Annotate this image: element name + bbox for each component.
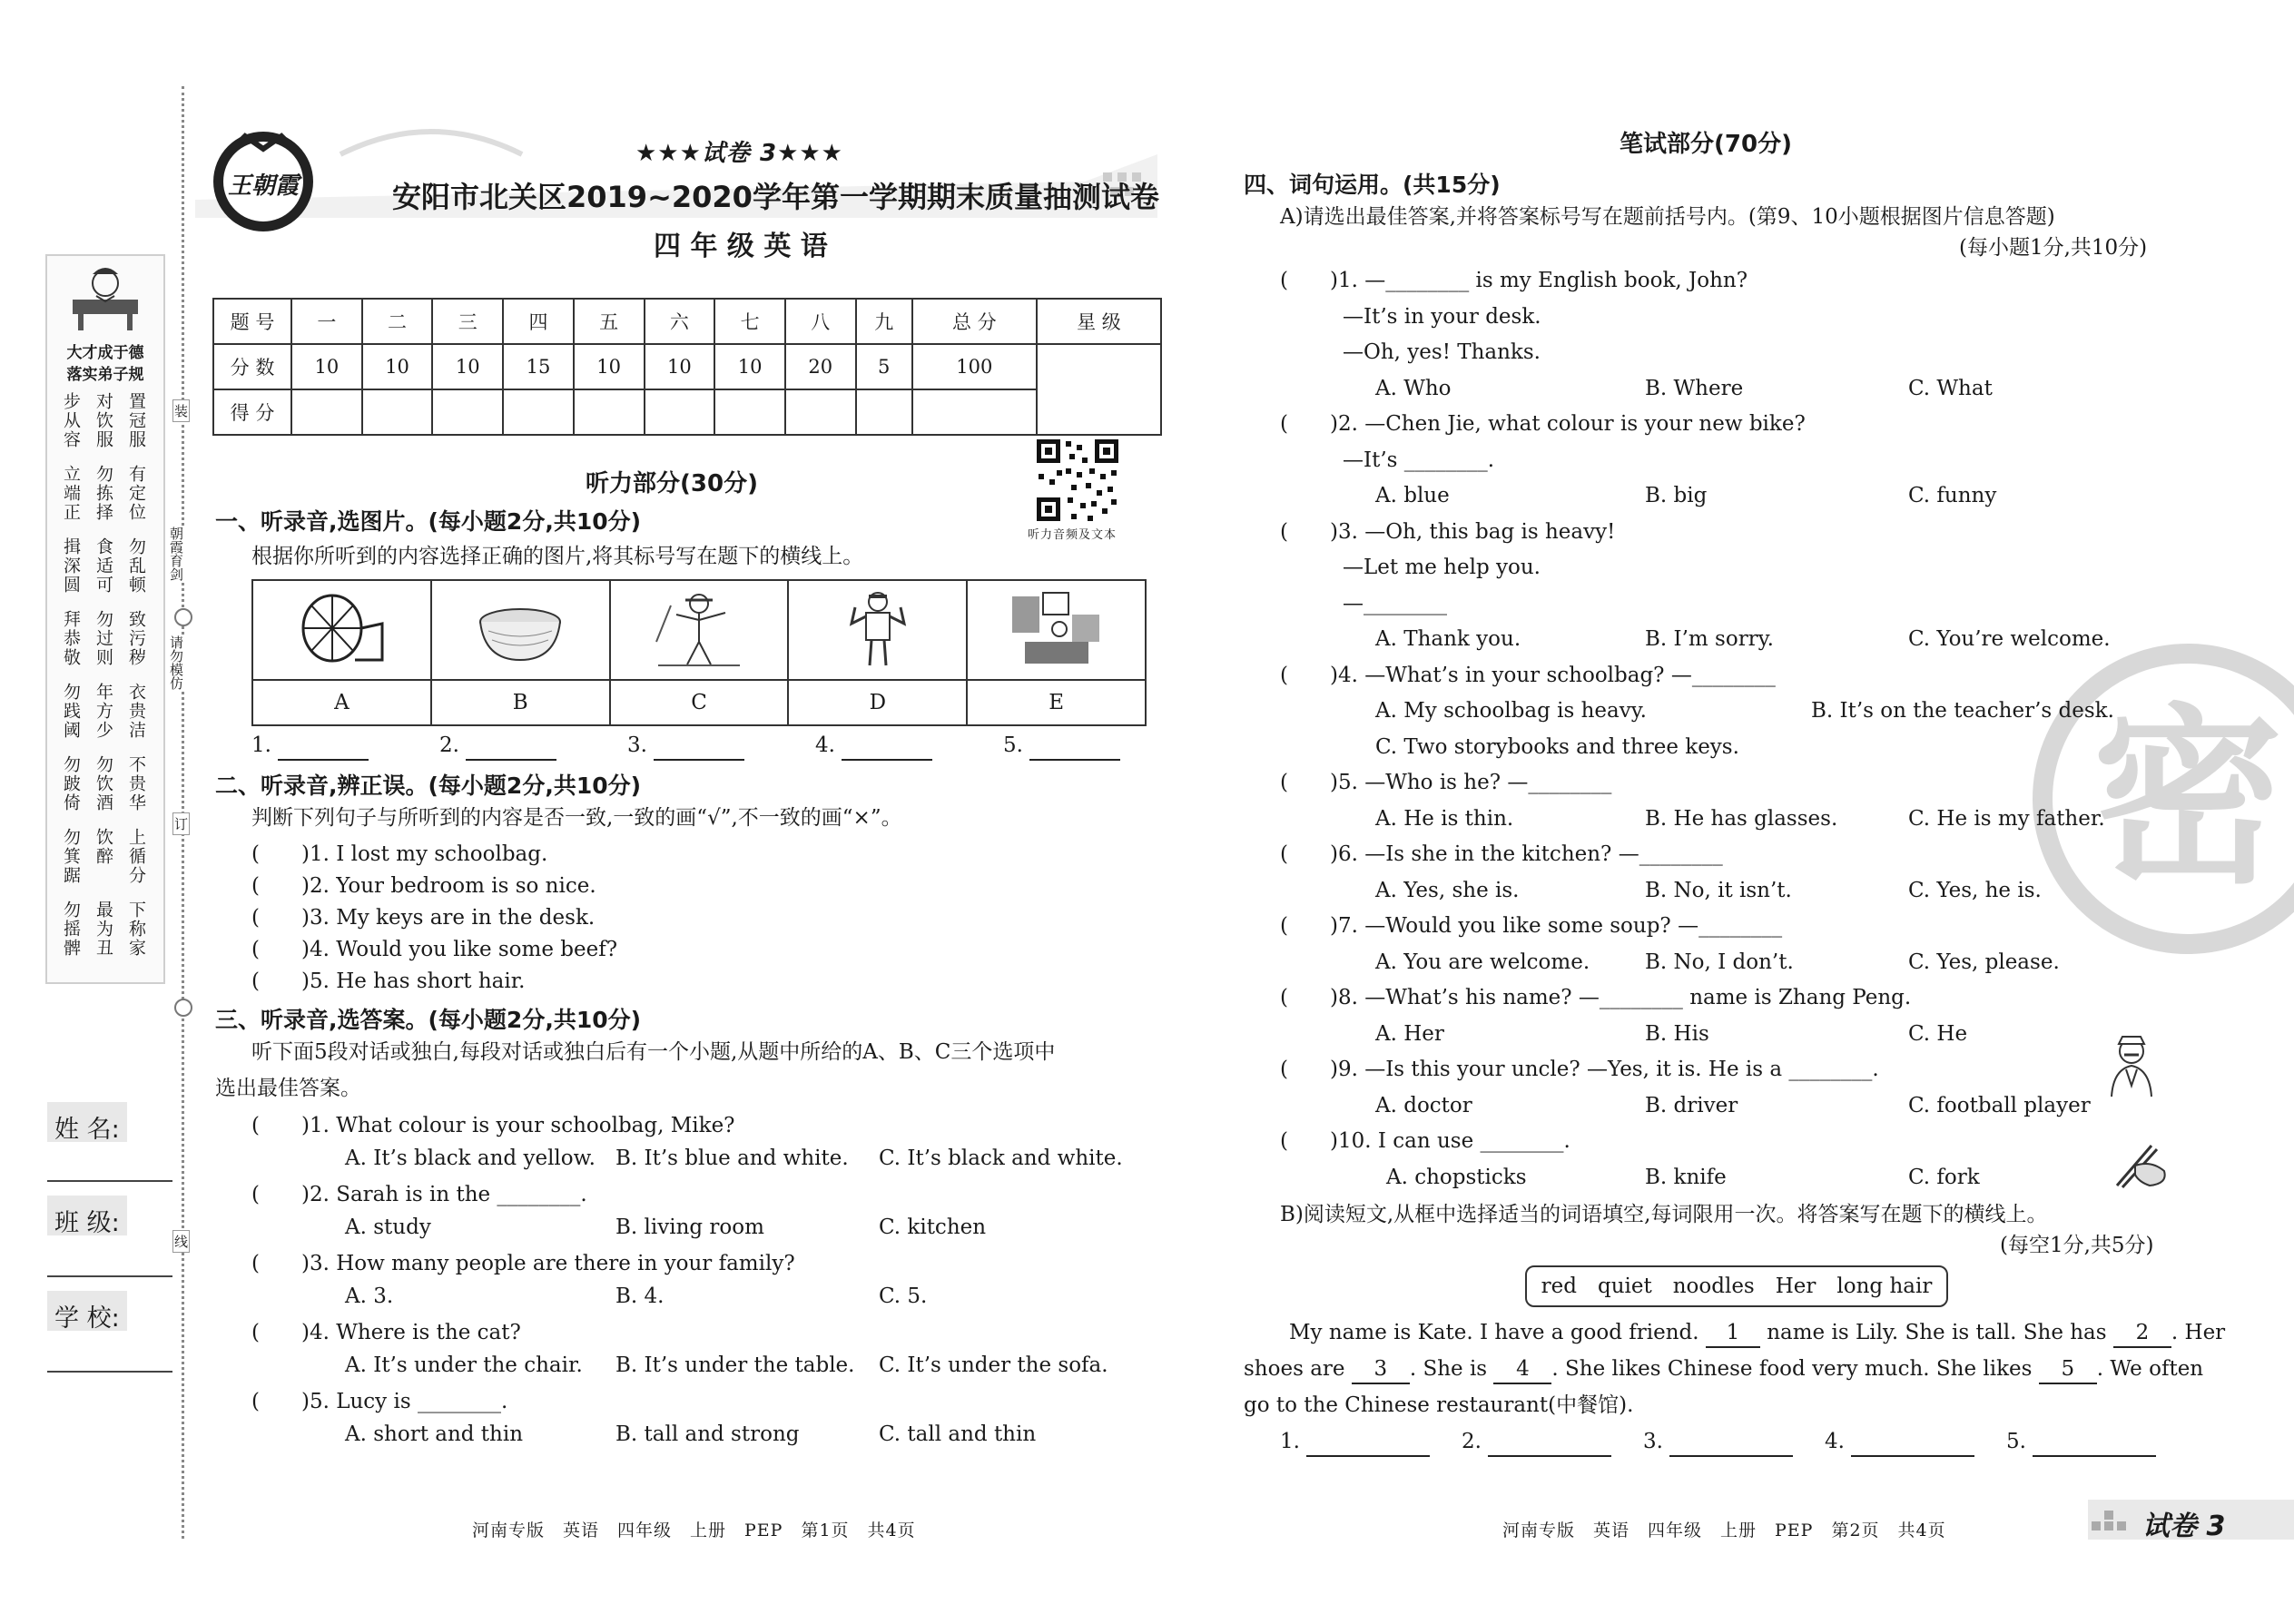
score-col: 五 [574, 299, 645, 344]
option-c[interactable]: C. football player [1908, 1093, 2091, 1117]
score-value: 10 [291, 344, 362, 389]
picture-letter: A [252, 680, 431, 725]
answer-blank[interactable] [1669, 1428, 1793, 1457]
score-value: 10 [362, 344, 433, 389]
earned-cell[interactable] [291, 389, 362, 435]
answer-blank[interactable] [1306, 1428, 1430, 1457]
answer-blank[interactable] [2033, 1428, 2156, 1457]
option-c[interactable]: C. Two storybooks and three keys. [1375, 734, 1739, 759]
option-b[interactable]: B. It’s on the teacher’s desk. [1811, 699, 2114, 723]
score-table-header-row [213, 299, 1161, 344]
score-row-header: 得 分 [213, 389, 291, 435]
answer-blank[interactable] [466, 732, 556, 761]
picture-letter: C [610, 680, 789, 725]
blank-number: 5. [1003, 733, 1023, 757]
score-table-points-row [213, 344, 1161, 389]
passage-blank-4[interactable] [1493, 1355, 1551, 1384]
option-b[interactable]: B. living room [615, 1216, 764, 1239]
rule-phrase: 勿饮酒 [94, 755, 113, 812]
option-a[interactable]: A. Thank you. [1375, 627, 1521, 651]
partA-dialogue-line: —Let me help you. [1280, 556, 1541, 579]
option-c[interactable]: C. 5. [879, 1284, 928, 1308]
rule-phrase: 勿践阈 [61, 683, 81, 740]
score-col: 星 级 [1037, 299, 1161, 344]
score-value: 10 [432, 344, 503, 389]
class-label: 班 级: [54, 1209, 120, 1237]
partA-question[interactable]: ( )3. —Oh, this bag is heavy! [1280, 519, 1616, 544]
motto-2: 落实弟子规 [66, 366, 144, 384]
option-a[interactable]: A. chopsticks [1386, 1165, 1527, 1189]
margin-label-1: 朝霞育剑 [168, 527, 184, 581]
partA-dialogue-line: —It’s in your desk. [1280, 304, 1541, 329]
earned-cell[interactable] [785, 389, 856, 435]
binding-hole-2 [174, 999, 192, 1017]
option-a[interactable]: A. study [345, 1216, 431, 1239]
passage-blank-2[interactable] [2113, 1319, 2171, 1348]
option-c[interactable]: C. Yes, he is. [1908, 878, 2042, 902]
earned-cell[interactable] [912, 389, 1037, 435]
partA-question[interactable]: ( )7. —Would you like some soup? —________ [1280, 914, 1783, 938]
partA-question[interactable]: ( )4. —What’s in your schoolbag? —________ [1280, 663, 1776, 687]
corner-squares [2088, 1507, 2139, 1534]
bowl-picture [470, 587, 570, 669]
answer-blank[interactable] [654, 732, 744, 761]
passage-line-2 [1244, 1355, 2203, 1384]
picture-cell-b [431, 580, 610, 680]
rule-phrase: 勿拣择 [94, 465, 113, 522]
earned-cell[interactable] [645, 389, 715, 435]
section2-item[interactable]: ( )3. My keys are in the desk. [251, 906, 596, 930]
score-col: 三 [432, 299, 503, 344]
rule-phrase: 不贵华 [126, 755, 146, 812]
rule-phrase: 勿箕踞 [61, 828, 81, 885]
partA-question[interactable]: ( )10. I can use ________. [1280, 1129, 1570, 1153]
option-c[interactable]: C. What [1908, 376, 1993, 400]
option-b[interactable]: B. big [1645, 484, 1708, 507]
score-row-header: 题 号 [213, 299, 291, 344]
picture-cell-a [252, 580, 431, 680]
option-b[interactable]: B. driver [1645, 1093, 1738, 1117]
section2-instruction: 判断下列句子与所听到的内容是否一致,一致的画“√”,不一致的画“×”。 [251, 806, 902, 830]
option-c[interactable]: C. It’s under the sofa. [879, 1353, 1108, 1377]
passage-text: shoes are [1244, 1357, 1345, 1381]
option-b[interactable]: B. Where [1645, 376, 1744, 400]
option-a[interactable]: A. Yes, she is. [1375, 878, 1520, 902]
option-b[interactable]: B. It’s blue and white. [615, 1147, 849, 1170]
option-a[interactable]: A. It’s under the chair. [345, 1353, 583, 1377]
blank-number: 3 [1373, 1357, 1388, 1381]
blank-number: 2 [2135, 1321, 2150, 1344]
subtitle: 四 年 级 英 语 [654, 231, 828, 262]
answer-blank[interactable] [1488, 1428, 1611, 1457]
picture-letter: D [788, 680, 967, 725]
score-col: 七 [714, 299, 785, 344]
rule-phrase: 置冠服 [126, 392, 146, 449]
score-col: 九 [856, 299, 912, 344]
score-value: 10 [574, 344, 645, 389]
motto-1: 大才成于德 [66, 344, 144, 362]
section3-instruction-1: 听下面5段对话或独白,每段对话或独白后有一个小题,从题中所给的A、B、C三个选项中 [251, 1040, 1056, 1064]
doctor-picture [2104, 1033, 2159, 1098]
binding-hole-1 [174, 608, 192, 626]
passage-text: . Her [2171, 1321, 2226, 1344]
right-footer: 河南专版 英语 四年级 上册 PEP 第2页 共4页 [1502, 1521, 1946, 1540]
score-value: 20 [785, 344, 856, 389]
passage-blank-1[interactable] [1706, 1319, 1760, 1348]
school-field[interactable] [47, 1371, 172, 1373]
fan-picture [291, 587, 391, 669]
rule-phrase: 上循分 [126, 828, 146, 885]
blank-number: 5. [2006, 1430, 2026, 1453]
rule-phrase: 致污秽 [126, 610, 146, 667]
partA-question[interactable]: ( )8. —What’s his name? —________ name is Zhang Peng. [1280, 986, 1912, 1009]
passage-line-1 [1289, 1319, 2225, 1348]
farmer-picture [649, 587, 749, 669]
partA-question[interactable]: ( )9. —Is this your uncle? —Yes, it is. He is a ________. [1280, 1058, 1879, 1081]
publisher-logo [209, 127, 318, 236]
listening-title: 听力部分(30分) [586, 470, 758, 497]
score-col: 六 [645, 299, 715, 344]
option-a[interactable]: A. He is thin. [1375, 806, 1514, 831]
left-footer: 河南专版 英语 四年级 上册 PEP 第1页 共4页 [472, 1521, 916, 1540]
rule-phrase: 勿跛倚 [61, 755, 81, 812]
score-value: 10 [645, 344, 715, 389]
logo-text: 王朝霞 [227, 172, 299, 200]
option-a[interactable]: A. short and thin [345, 1422, 524, 1446]
option-a[interactable]: A. doctor [1375, 1093, 1472, 1117]
option-b[interactable]: B. No, I don’t. [1645, 950, 1794, 974]
passage-text: . She is [1409, 1357, 1488, 1381]
option-a[interactable]: A. 3. [345, 1284, 394, 1308]
answer-blank[interactable] [1029, 732, 1120, 761]
section3-title: 三、听录音,选答案。(每小题2分,共10分) [215, 1007, 642, 1033]
earned-cell[interactable] [574, 389, 645, 435]
written-title: 笔试部分(70分) [1620, 131, 1792, 158]
passage-blank-5[interactable] [2039, 1355, 2097, 1384]
option-b[interactable]: B. No, it isn’t. [1645, 878, 1792, 902]
star-level-cell[interactable] [1037, 344, 1161, 435]
partA-dialogue-line: —Oh, yes! Thanks. [1280, 340, 1541, 364]
strong-man-picture [828, 587, 928, 669]
rule-phrase: 有定位 [126, 465, 146, 522]
option-a[interactable]: A. You are welcome. [1375, 950, 1590, 974]
score-col: 八 [785, 299, 856, 344]
partA-question[interactable]: ( )6. —Is she in the kitchen? —________ [1280, 842, 1723, 866]
rule-phrase: 下称家 [126, 901, 146, 958]
blank-number: 4 [1516, 1357, 1530, 1381]
picture-cell-c [610, 580, 789, 680]
option-c[interactable]: C. It’s black and white. [879, 1147, 1123, 1170]
passage-text: . We often [2096, 1357, 2204, 1381]
earned-cell[interactable] [432, 389, 503, 435]
blank-number: 3. [1643, 1430, 1663, 1453]
option-a[interactable]: A. blue [1375, 484, 1450, 507]
blank-number: 3. [627, 733, 647, 757]
section2-item[interactable]: ( )2. Your bedroom is so nice. [251, 874, 596, 898]
picture-cell-e [967, 580, 1146, 680]
margin-label-2: 请勿模仿 [168, 635, 184, 690]
option-c[interactable]: C. Yes, please. [1908, 950, 2060, 974]
score-col: 四 [503, 299, 574, 344]
section1-title: 一、听录音,选图片。(每小题2分,共10分) [215, 508, 642, 535]
corner-label: 试卷 3 [2142, 1511, 2226, 1542]
blank-number: 1. [251, 733, 271, 757]
answer-blank[interactable] [278, 732, 369, 761]
name-label: 姓 名: [54, 1116, 120, 1144]
rule-phrase: 立端正 [61, 465, 81, 522]
watermark-char: 密 [2092, 687, 2283, 910]
section3-question[interactable]: ( )1. What colour is your schoolbag, Mike? [251, 1114, 735, 1137]
earned-cell[interactable] [362, 389, 433, 435]
rule-phrase: 勿乱顿 [126, 537, 146, 595]
option-b[interactable]: B. His [1645, 1021, 1709, 1046]
option-b[interactable]: B. He has glasses. [1645, 806, 1838, 831]
option-b[interactable]: B. knife [1645, 1165, 1727, 1189]
option-b[interactable]: B. tall and strong [615, 1422, 800, 1446]
passage-text: name is Lily. She is tall. She has [1767, 1321, 2107, 1344]
living-room-picture [1007, 587, 1107, 669]
score-row-header: 分 数 [213, 344, 291, 389]
picture-table [251, 579, 1147, 726]
option-b[interactable]: B. It’s under the table. [615, 1353, 855, 1377]
score-table [212, 298, 1162, 436]
option-b[interactable]: B. 4. [615, 1284, 665, 1308]
blank-number: 5 [2061, 1357, 2075, 1381]
chopsticks-picture [2108, 1140, 2171, 1189]
earned-cell[interactable] [856, 389, 912, 435]
rule-phrase: 最为丑 [94, 901, 113, 958]
fold-label-1: 装 [172, 399, 190, 422]
passage-text: . She likes Chinese food very much. She likes [1551, 1357, 2033, 1381]
option-a[interactable]: A. Who [1375, 376, 1452, 400]
rule-phrase: 步从容 [61, 392, 81, 449]
score-col: 总 分 [912, 299, 1037, 344]
sidebar-rules-panel [45, 254, 165, 984]
partA-dialogue-line: —It’s ________. [1280, 448, 1495, 472]
rule-phrase: 揖深圆 [61, 537, 81, 595]
section1-instruction: 根据你所听到的内容选择正确的图片,将其标号写在题下的横线上。 [251, 545, 864, 568]
earned-cell[interactable] [714, 389, 785, 435]
score-value: 10 [714, 344, 785, 389]
rule-phrase: 对饮服 [94, 392, 113, 449]
exam-title: 安阳市北关区2019~2020学年第一学期期末质量抽测试卷 [392, 180, 1159, 214]
rule-phrase: 勿过则 [94, 610, 113, 667]
section4-title: 四、词句运用。(共15分) [1244, 172, 1501, 198]
option-c[interactable]: C. kitchen [879, 1216, 987, 1239]
option-a[interactable]: A. It’s black and yellow. [345, 1147, 596, 1170]
partA-instruction: A)请选出最佳答案,并将答案标号写在题前括号内。(第9、10小题根据图片信息答题) [1280, 205, 2055, 229]
rule-phrase: 年方少 [94, 683, 113, 740]
qr-caption: 听力音频及文本 [1028, 528, 1117, 542]
option-a[interactable]: A. Her [1375, 1021, 1444, 1046]
option-c[interactable]: C. fork [1908, 1165, 1980, 1189]
option-c[interactable]: C. He is my father. [1908, 806, 2105, 831]
paper-label: ★★★试卷 3★★★ [635, 140, 843, 167]
section2-item[interactable]: ( )4. Would you like some beef? [251, 938, 618, 961]
section3-question[interactable]: ( )4. Where is the cat? [251, 1321, 521, 1344]
partA-question[interactable]: ( )2. —Chen Jie, what colour is your new bike? [1280, 412, 1806, 436]
partA-question[interactable]: ( )1. —________ is my English book, John? [1280, 269, 1748, 292]
section3-question[interactable]: ( )5. Lucy is ________. [251, 1390, 508, 1413]
section2-item[interactable]: ( )1. I lost my schoolbag. [251, 842, 548, 866]
blank-number: 2. [1462, 1430, 1482, 1453]
picture-letter: E [967, 680, 1146, 725]
rule-phrase: 拜恭敬 [61, 610, 81, 667]
partB-score: (每空1分,共5分) [2000, 1234, 2154, 1257]
partB-instruction: B)阅读短文,从框中选择适当的词语填空,每词限用一次。将答案写在题下的横线上。 [1280, 1203, 2048, 1226]
blank-number: 1 [1726, 1321, 1740, 1344]
name-field[interactable] [47, 1180, 172, 1182]
picture-letter: B [431, 680, 610, 725]
rule-phrase: 衣贵洁 [126, 683, 146, 740]
section3-question[interactable]: ( )3. How many people are there in your family? [251, 1252, 795, 1275]
school-label: 学 校: [54, 1304, 120, 1333]
option-c[interactable]: C. funny [1908, 484, 1997, 507]
picture-cell-d [788, 580, 967, 680]
answer-blank[interactable] [1851, 1428, 1974, 1457]
section3-instruction-2: 选出最佳答案。 [215, 1077, 361, 1100]
option-c[interactable]: C. He [1908, 1021, 1968, 1046]
answer-blank[interactable] [842, 732, 932, 761]
rule-phrase: 饮醉 [94, 828, 113, 866]
fold-label-2: 订 [172, 812, 190, 835]
passage-line-3: go to the Chinese restaurant(中餐馆). [1244, 1393, 1634, 1417]
blank-number: 2. [439, 733, 459, 757]
passage-blank-3[interactable] [1352, 1355, 1410, 1384]
blank-number: 4. [815, 733, 835, 757]
blank-number: 4. [1825, 1430, 1845, 1453]
section2-item[interactable]: ( )5. He has short hair. [251, 969, 526, 993]
qr-code[interactable] [1035, 438, 1120, 523]
rule-phrase: 食适可 [94, 537, 113, 595]
passage-text: My name is Kate. I have a good friend. [1289, 1321, 1699, 1344]
score-table-earned-row [213, 389, 1161, 435]
option-b[interactable]: B. I’m sorry. [1645, 627, 1774, 651]
watermark-seal [2024, 635, 2294, 962]
score-value: 100 [912, 344, 1037, 389]
section2-title: 二、听录音,辨正误。(每小题2分,共10分) [215, 773, 642, 799]
option-c[interactable]: C. tall and thin [879, 1422, 1037, 1446]
partA-dialogue-line: —________ [1280, 591, 1447, 615]
class-field[interactable] [47, 1275, 172, 1277]
mascot-figure [65, 261, 145, 334]
score-col: 二 [362, 299, 433, 344]
score-value: 5 [856, 344, 912, 389]
rule-phrase: 勿摇髀 [61, 901, 81, 958]
partA-score: (每小题1分,共10分) [1959, 236, 2148, 260]
fold-label-3: 线 [172, 1230, 190, 1253]
score-value: 15 [503, 344, 574, 389]
option-a[interactable]: A. My schoolbag is heavy. [1375, 699, 1647, 723]
blank-number: 1. [1280, 1430, 1300, 1453]
option-c[interactable]: C. You’re welcome. [1908, 627, 2111, 651]
score-col: 一 [291, 299, 362, 344]
partA-question[interactable]: ( )5. —Who is he? —________ [1280, 771, 1612, 794]
earned-cell[interactable] [503, 389, 574, 435]
word-box: red quiet noodles Her long hair [1525, 1265, 1948, 1307]
section3-question[interactable]: ( )2. Sarah is in the ________. [251, 1183, 587, 1206]
